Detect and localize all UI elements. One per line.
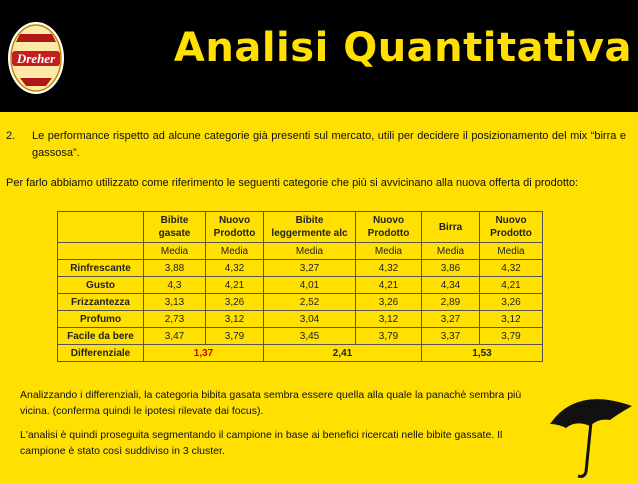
row-label: Gusto	[58, 277, 144, 294]
table-cell: 3,12	[206, 311, 264, 328]
page-title: Analisi Quantitativa	[173, 25, 632, 71]
table-cell: 4,21	[480, 277, 543, 294]
table-cell: 4,01	[264, 277, 356, 294]
table-cell: 2,52	[264, 294, 356, 311]
table-cell: 3,26	[480, 294, 543, 311]
table-cell: 2,89	[422, 294, 480, 311]
row-label: Differenziale	[58, 345, 144, 362]
table-cell: 4,32	[356, 260, 422, 277]
table-row	[58, 311, 543, 328]
point-text: Le performance rispetto ad alcune categorie già presenti sul mercato, utili per decidere il posizionamento del mix “birra e gassosa”.	[32, 130, 626, 159]
column-header: Bibite gasate	[144, 212, 206, 243]
table-cell: 4,32	[206, 260, 264, 277]
table-cell: 4,21	[356, 277, 422, 294]
table-row	[58, 260, 543, 277]
subheader-cell: Media	[422, 243, 480, 260]
subheader-cell: Media	[144, 243, 206, 260]
subheader-cell: Media	[480, 243, 543, 260]
table-cell: 3,79	[480, 328, 543, 345]
table-cell: 3,47	[144, 328, 206, 345]
note-paragraph: Analizzando i differenziali, la categoria bibita gasata sembra essere quella alla quale la panachè sembra più vicina. (conferma quindi le ipotesi rilevate dai focus).	[20, 389, 522, 417]
table-cell: 3,12	[356, 311, 422, 328]
subheader-cell: Media	[264, 243, 356, 260]
table-cell: 3,79	[206, 328, 264, 345]
table-cell: 4,34	[422, 277, 480, 294]
column-header: Bibite leggermente alc	[264, 212, 356, 243]
intro-text: Per farlo abbiamo utilizzato come riferimento le seguenti categorie che più si avvicinano alla nuova offerta di prodotto:	[6, 177, 579, 189]
point-2	[6, 128, 626, 162]
table-cell: 3,27	[264, 260, 356, 277]
table-cell: 3,79	[356, 328, 422, 345]
row-label: Frizzantezza	[58, 294, 144, 311]
table-header-row	[58, 212, 543, 243]
row-label: Rinfrescante	[58, 260, 144, 277]
subheader-cell: Media	[206, 243, 264, 260]
differenziale-cell: 1,53	[422, 345, 543, 362]
table-cell: 4,3	[144, 277, 206, 294]
table-cell: 3,26	[356, 294, 422, 311]
table-row	[58, 328, 543, 345]
table-cell: 3,37	[422, 328, 480, 345]
table-cell: 3,04	[264, 311, 356, 328]
table-corner-cell	[58, 212, 144, 243]
row-label: Facile da bere	[58, 328, 144, 345]
differenziale-cell: 2,41	[264, 345, 422, 362]
table-cell: 3,45	[264, 328, 356, 345]
column-header: Birra	[422, 212, 480, 243]
table-cell: 3,88	[144, 260, 206, 277]
table-cell: 3,26	[206, 294, 264, 311]
table-cell: 3,13	[144, 294, 206, 311]
column-header: Nuovo Prodotto	[206, 212, 264, 243]
umbrella-icon	[546, 380, 636, 479]
table-cell: 3,12	[480, 311, 543, 328]
differenziale-row	[58, 345, 543, 362]
header-bar	[0, 0, 638, 112]
column-header: Nuovo Prodotto	[480, 212, 543, 243]
table-cell: 4,32	[480, 260, 543, 277]
point-number: 2.	[6, 130, 16, 142]
table-subheader-row	[58, 243, 543, 260]
table-cell	[58, 243, 144, 260]
table-cell: 2,73	[144, 311, 206, 328]
table-cell: 4,21	[206, 277, 264, 294]
table-row	[58, 277, 543, 294]
subheader-cell: Media	[356, 243, 422, 260]
notes	[20, 387, 550, 467]
column-header: Nuovo Prodotto	[356, 212, 422, 243]
row-label: Profumo	[58, 311, 144, 328]
table-row	[58, 294, 543, 311]
differenziale-cell: 1,37	[144, 345, 264, 362]
table-cell: 3,27	[422, 311, 480, 328]
table-cell: 3,86	[422, 260, 480, 277]
dreher-logo	[6, 20, 66, 96]
note-paragraph: L'analisi è quindi proseguita segmentando il campione in base ai benefici ricercati nelle bibite gassate. Il campione è stato così suddiviso in 3 cluster.	[20, 429, 503, 457]
svg-text:Dreher: Dreher	[16, 51, 56, 66]
comparison-table	[57, 211, 543, 362]
